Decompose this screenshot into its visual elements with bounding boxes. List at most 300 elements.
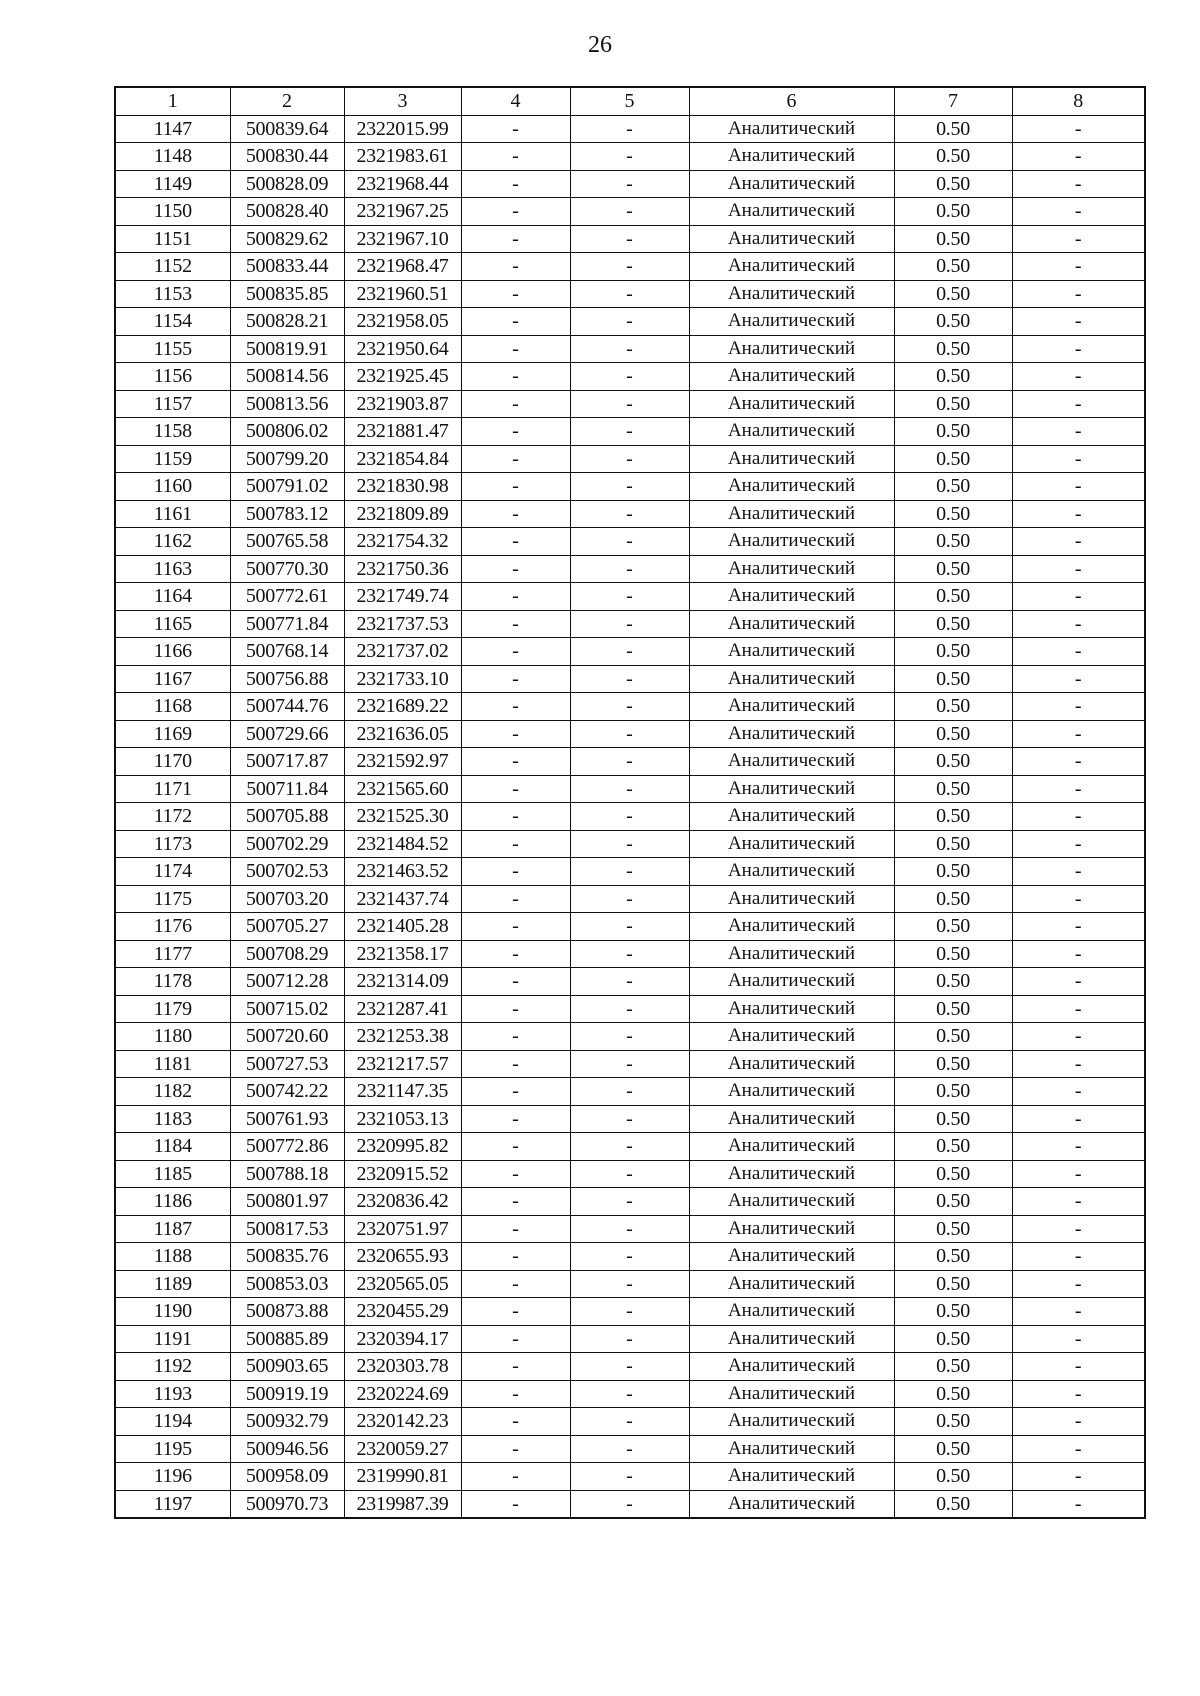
point-number-cell: 1187 <box>115 1215 230 1243</box>
column-8-cell: - <box>1012 1215 1145 1243</box>
method-cell: Аналитический <box>689 1078 894 1106</box>
column-5-cell: - <box>570 143 689 171</box>
column-4-cell: - <box>461 1463 570 1491</box>
column-4-cell: - <box>461 198 570 226</box>
column-4-cell: - <box>461 225 570 253</box>
column-5-cell: - <box>570 610 689 638</box>
table-body <box>115 115 1145 1518</box>
point-number-cell: 1161 <box>115 500 230 528</box>
y-coordinate-cell: 2320836.42 <box>344 1188 461 1216</box>
method-cell: Аналитический <box>689 995 894 1023</box>
accuracy-cell: 0.50 <box>894 940 1012 968</box>
table-row <box>115 418 1145 446</box>
method-cell: Аналитический <box>689 940 894 968</box>
accuracy-cell: 0.50 <box>894 1490 1012 1518</box>
table-row <box>115 115 1145 143</box>
accuracy-cell: 0.50 <box>894 143 1012 171</box>
column-5-cell: - <box>570 665 689 693</box>
accuracy-cell: 0.50 <box>894 1188 1012 1216</box>
y-coordinate-cell: 2320142.23 <box>344 1408 461 1436</box>
method-cell: Аналитический <box>689 115 894 143</box>
point-number-cell: 1156 <box>115 363 230 391</box>
y-coordinate-cell: 2320455.29 <box>344 1298 461 1326</box>
column-8-cell: - <box>1012 1078 1145 1106</box>
accuracy-cell: 0.50 <box>894 363 1012 391</box>
method-cell: Аналитический <box>689 1050 894 1078</box>
accuracy-cell: 0.50 <box>894 170 1012 198</box>
x-coordinate-cell: 500828.09 <box>230 170 344 198</box>
method-cell: Аналитический <box>689 1270 894 1298</box>
y-coordinate-cell: 2321053.13 <box>344 1105 461 1133</box>
x-coordinate-cell: 500770.30 <box>230 555 344 583</box>
y-coordinate-cell: 2321358.17 <box>344 940 461 968</box>
column-4-cell: - <box>461 1050 570 1078</box>
point-number-cell: 1186 <box>115 1188 230 1216</box>
column-4-cell: - <box>461 1160 570 1188</box>
point-number-cell: 1155 <box>115 335 230 363</box>
accuracy-cell: 0.50 <box>894 995 1012 1023</box>
point-number-cell: 1196 <box>115 1463 230 1491</box>
accuracy-cell: 0.50 <box>894 1105 1012 1133</box>
column-4-cell: - <box>461 885 570 913</box>
column-8-cell: - <box>1012 1050 1145 1078</box>
y-coordinate-cell: 2321881.47 <box>344 418 461 446</box>
table-row <box>115 995 1145 1023</box>
column-4-cell: - <box>461 830 570 858</box>
table-row <box>115 1408 1145 1436</box>
table-row <box>115 335 1145 363</box>
method-cell: Аналитический <box>689 720 894 748</box>
table-row <box>115 198 1145 226</box>
column-4-cell: - <box>461 940 570 968</box>
point-number-cell: 1148 <box>115 143 230 171</box>
column-5-cell: - <box>570 720 689 748</box>
column-5-cell: - <box>570 1408 689 1436</box>
column-5-cell: - <box>570 170 689 198</box>
point-number-cell: 1151 <box>115 225 230 253</box>
point-number-cell: 1153 <box>115 280 230 308</box>
y-coordinate-cell: 2321750.36 <box>344 555 461 583</box>
point-number-cell: 1190 <box>115 1298 230 1326</box>
accuracy-cell: 0.50 <box>894 473 1012 501</box>
accuracy-cell: 0.50 <box>894 528 1012 556</box>
y-coordinate-cell: 2320565.05 <box>344 1270 461 1298</box>
column-8-cell: - <box>1012 638 1145 666</box>
accuracy-cell: 0.50 <box>894 1435 1012 1463</box>
accuracy-cell: 0.50 <box>894 610 1012 638</box>
accuracy-cell: 0.50 <box>894 583 1012 611</box>
column-4-cell: - <box>461 995 570 1023</box>
point-number-cell: 1165 <box>115 610 230 638</box>
point-number-cell: 1172 <box>115 803 230 831</box>
table-row <box>115 968 1145 996</box>
y-coordinate-cell: 2321525.30 <box>344 803 461 831</box>
table-row <box>115 445 1145 473</box>
method-cell: Аналитический <box>689 555 894 583</box>
point-number-cell: 1182 <box>115 1078 230 1106</box>
column-5-cell: - <box>570 1050 689 1078</box>
column-4-cell: - <box>461 1490 570 1518</box>
accuracy-cell: 0.50 <box>894 693 1012 721</box>
column-5-cell: - <box>570 280 689 308</box>
point-number-cell: 1191 <box>115 1325 230 1353</box>
column-8-cell: - <box>1012 418 1145 446</box>
column-5-cell: - <box>570 473 689 501</box>
column-5-cell: - <box>570 1160 689 1188</box>
table-row <box>115 1188 1145 1216</box>
column-8-cell: - <box>1012 665 1145 693</box>
table-row <box>115 1078 1145 1106</box>
x-coordinate-cell: 500742.22 <box>230 1078 344 1106</box>
point-number-cell: 1177 <box>115 940 230 968</box>
y-coordinate-cell: 2321958.05 <box>344 308 461 336</box>
table-row <box>115 1463 1145 1491</box>
method-cell: Аналитический <box>689 1133 894 1161</box>
column-5-cell: - <box>570 995 689 1023</box>
y-coordinate-cell: 2321689.22 <box>344 693 461 721</box>
table-row <box>115 1160 1145 1188</box>
accuracy-cell: 0.50 <box>894 665 1012 693</box>
table-row <box>115 1325 1145 1353</box>
column-8-cell: - <box>1012 1023 1145 1051</box>
x-coordinate-cell: 500946.56 <box>230 1435 344 1463</box>
x-coordinate-cell: 500835.85 <box>230 280 344 308</box>
x-coordinate-cell: 500813.56 <box>230 390 344 418</box>
column-8-cell: - <box>1012 968 1145 996</box>
column-8-cell: - <box>1012 143 1145 171</box>
x-coordinate-cell: 500958.09 <box>230 1463 344 1491</box>
method-cell: Аналитический <box>689 665 894 693</box>
table-row <box>115 308 1145 336</box>
method-cell: Аналитический <box>689 610 894 638</box>
method-cell: Аналитический <box>689 775 894 803</box>
method-cell: Аналитический <box>689 803 894 831</box>
method-cell: Аналитический <box>689 1298 894 1326</box>
column-5-cell: - <box>570 308 689 336</box>
point-number-cell: 1181 <box>115 1050 230 1078</box>
column-4-cell: - <box>461 143 570 171</box>
column-5-cell: - <box>570 1133 689 1161</box>
y-coordinate-cell: 2321217.57 <box>344 1050 461 1078</box>
x-coordinate-cell: 500705.88 <box>230 803 344 831</box>
x-coordinate-cell: 500765.58 <box>230 528 344 556</box>
accuracy-cell: 0.50 <box>894 115 1012 143</box>
method-cell: Аналитический <box>689 1105 894 1133</box>
point-number-cell: 1183 <box>115 1105 230 1133</box>
method-cell: Аналитический <box>689 335 894 363</box>
point-number-cell: 1162 <box>115 528 230 556</box>
column-header: 5 <box>570 87 689 115</box>
x-coordinate-cell: 500729.66 <box>230 720 344 748</box>
y-coordinate-cell: 2320751.97 <box>344 1215 461 1243</box>
accuracy-cell: 0.50 <box>894 968 1012 996</box>
column-4-cell: - <box>461 170 570 198</box>
point-number-cell: 1180 <box>115 1023 230 1051</box>
accuracy-cell: 0.50 <box>894 1160 1012 1188</box>
column-5-cell: - <box>570 1188 689 1216</box>
column-4-cell: - <box>461 1270 570 1298</box>
column-8-cell: - <box>1012 280 1145 308</box>
y-coordinate-cell: 2321983.61 <box>344 143 461 171</box>
table-row <box>115 1023 1145 1051</box>
method-cell: Аналитический <box>689 885 894 913</box>
x-coordinate-cell: 500756.88 <box>230 665 344 693</box>
column-5-cell: - <box>570 638 689 666</box>
point-number-cell: 1150 <box>115 198 230 226</box>
x-coordinate-cell: 500819.91 <box>230 335 344 363</box>
column-4-cell: - <box>461 720 570 748</box>
method-cell: Аналитический <box>689 1243 894 1271</box>
column-8-cell: - <box>1012 1105 1145 1133</box>
column-4-cell: - <box>461 913 570 941</box>
method-cell: Аналитический <box>689 528 894 556</box>
y-coordinate-cell: 2321960.51 <box>344 280 461 308</box>
x-coordinate-cell: 500919.19 <box>230 1380 344 1408</box>
method-cell: Аналитический <box>689 253 894 281</box>
y-coordinate-cell: 2321287.41 <box>344 995 461 1023</box>
accuracy-cell: 0.50 <box>894 500 1012 528</box>
table-row <box>115 528 1145 556</box>
column-5-cell: - <box>570 1380 689 1408</box>
y-coordinate-cell: 2321463.52 <box>344 858 461 886</box>
column-8-cell: - <box>1012 748 1145 776</box>
method-cell: Аналитический <box>689 1325 894 1353</box>
column-8-cell: - <box>1012 528 1145 556</box>
x-coordinate-cell: 500705.27 <box>230 913 344 941</box>
column-4-cell: - <box>461 693 570 721</box>
column-4-cell: - <box>461 1105 570 1133</box>
x-coordinate-cell: 500715.02 <box>230 995 344 1023</box>
x-coordinate-cell: 500744.76 <box>230 693 344 721</box>
point-number-cell: 1152 <box>115 253 230 281</box>
point-number-cell: 1171 <box>115 775 230 803</box>
column-header: 3 <box>344 87 461 115</box>
accuracy-cell: 0.50 <box>894 280 1012 308</box>
column-8-cell: - <box>1012 308 1145 336</box>
y-coordinate-cell: 2321405.28 <box>344 913 461 941</box>
y-coordinate-cell: 2321967.10 <box>344 225 461 253</box>
y-coordinate-cell: 2321484.52 <box>344 830 461 858</box>
column-4-cell: - <box>461 1353 570 1381</box>
column-header: 4 <box>461 87 570 115</box>
table-row <box>115 665 1145 693</box>
y-coordinate-cell: 2321314.09 <box>344 968 461 996</box>
column-5-cell: - <box>570 1353 689 1381</box>
column-4-cell: - <box>461 775 570 803</box>
point-number-cell: 1147 <box>115 115 230 143</box>
column-5-cell: - <box>570 748 689 776</box>
point-number-cell: 1193 <box>115 1380 230 1408</box>
point-number-cell: 1164 <box>115 583 230 611</box>
column-5-cell: - <box>570 913 689 941</box>
x-coordinate-cell: 500702.53 <box>230 858 344 886</box>
y-coordinate-cell: 2321968.47 <box>344 253 461 281</box>
method-cell: Аналитический <box>689 1435 894 1463</box>
x-coordinate-cell: 500761.93 <box>230 1105 344 1133</box>
column-8-cell: - <box>1012 1325 1145 1353</box>
x-coordinate-cell: 500828.21 <box>230 308 344 336</box>
table-row <box>115 143 1145 171</box>
column-8-cell: - <box>1012 1243 1145 1271</box>
column-4-cell: - <box>461 390 570 418</box>
y-coordinate-cell: 2321437.74 <box>344 885 461 913</box>
accuracy-cell: 0.50 <box>894 775 1012 803</box>
column-8-cell: - <box>1012 115 1145 143</box>
column-8-cell: - <box>1012 693 1145 721</box>
method-cell: Аналитический <box>689 280 894 308</box>
column-4-cell: - <box>461 115 570 143</box>
accuracy-cell: 0.50 <box>894 1133 1012 1161</box>
point-number-cell: 1167 <box>115 665 230 693</box>
x-coordinate-cell: 500799.20 <box>230 445 344 473</box>
table-row <box>115 473 1145 501</box>
column-4-cell: - <box>461 610 570 638</box>
table-row <box>115 610 1145 638</box>
point-number-cell: 1194 <box>115 1408 230 1436</box>
column-4-cell: - <box>461 1023 570 1051</box>
x-coordinate-cell: 500772.86 <box>230 1133 344 1161</box>
method-cell: Аналитический <box>689 968 894 996</box>
method-cell: Аналитический <box>689 170 894 198</box>
column-4-cell: - <box>461 968 570 996</box>
y-coordinate-cell: 2320059.27 <box>344 1435 461 1463</box>
point-number-cell: 1195 <box>115 1435 230 1463</box>
x-coordinate-cell: 500970.73 <box>230 1490 344 1518</box>
table-row <box>115 225 1145 253</box>
column-8-cell: - <box>1012 555 1145 583</box>
point-number-cell: 1168 <box>115 693 230 721</box>
accuracy-cell: 0.50 <box>894 445 1012 473</box>
column-5-cell: - <box>570 858 689 886</box>
x-coordinate-cell: 500830.44 <box>230 143 344 171</box>
point-number-cell: 1159 <box>115 445 230 473</box>
point-number-cell: 1160 <box>115 473 230 501</box>
column-8-cell: - <box>1012 1408 1145 1436</box>
table-row <box>115 748 1145 776</box>
method-cell: Аналитический <box>689 748 894 776</box>
method-cell: Аналитический <box>689 1215 894 1243</box>
table-row <box>115 390 1145 418</box>
column-8-cell: - <box>1012 1463 1145 1491</box>
method-cell: Аналитический <box>689 1490 894 1518</box>
x-coordinate-cell: 500814.56 <box>230 363 344 391</box>
column-4-cell: - <box>461 1243 570 1271</box>
table-row <box>115 555 1145 583</box>
y-coordinate-cell: 2321925.45 <box>344 363 461 391</box>
x-coordinate-cell: 500771.84 <box>230 610 344 638</box>
point-number-cell: 1178 <box>115 968 230 996</box>
table-row <box>115 885 1145 913</box>
table-row <box>115 1105 1145 1133</box>
point-number-cell: 1192 <box>115 1353 230 1381</box>
column-5-cell: - <box>570 583 689 611</box>
point-number-cell: 1179 <box>115 995 230 1023</box>
x-coordinate-cell: 500853.03 <box>230 1270 344 1298</box>
column-8-cell: - <box>1012 940 1145 968</box>
method-cell: Аналитический <box>689 143 894 171</box>
column-5-cell: - <box>570 1023 689 1051</box>
column-5-cell: - <box>570 1435 689 1463</box>
column-5-cell: - <box>570 363 689 391</box>
table-row <box>115 500 1145 528</box>
column-8-cell: - <box>1012 253 1145 281</box>
column-4-cell: - <box>461 1380 570 1408</box>
column-header: 6 <box>689 87 894 115</box>
table-row <box>115 1243 1145 1271</box>
x-coordinate-cell: 500708.29 <box>230 940 344 968</box>
method-cell: Аналитический <box>689 858 894 886</box>
column-4-cell: - <box>461 280 570 308</box>
accuracy-cell: 0.50 <box>894 198 1012 226</box>
table-row <box>115 1215 1145 1243</box>
method-cell: Аналитический <box>689 198 894 226</box>
point-number-cell: 1157 <box>115 390 230 418</box>
method-cell: Аналитический <box>689 1380 894 1408</box>
method-cell: Аналитический <box>689 1188 894 1216</box>
coordinates-table <box>114 86 1146 1519</box>
method-cell: Аналитический <box>689 418 894 446</box>
accuracy-cell: 0.50 <box>894 885 1012 913</box>
accuracy-cell: 0.50 <box>894 748 1012 776</box>
column-4-cell: - <box>461 308 570 336</box>
column-4-cell: - <box>461 253 570 281</box>
column-5-cell: - <box>570 500 689 528</box>
table-row <box>115 1380 1145 1408</box>
table-row <box>115 280 1145 308</box>
column-8-cell: - <box>1012 1298 1145 1326</box>
accuracy-cell: 0.50 <box>894 253 1012 281</box>
column-4-cell: - <box>461 858 570 886</box>
column-8-cell: - <box>1012 610 1145 638</box>
table-row <box>115 363 1145 391</box>
page-number: 26 <box>588 32 612 58</box>
y-coordinate-cell: 2321737.53 <box>344 610 461 638</box>
y-coordinate-cell: 2321968.44 <box>344 170 461 198</box>
column-5-cell: - <box>570 885 689 913</box>
point-number-cell: 1176 <box>115 913 230 941</box>
column-4-cell: - <box>461 583 570 611</box>
x-coordinate-cell: 500791.02 <box>230 473 344 501</box>
y-coordinate-cell: 2321565.60 <box>344 775 461 803</box>
table-row <box>115 583 1145 611</box>
point-number-cell: 1169 <box>115 720 230 748</box>
y-coordinate-cell: 2321809.89 <box>344 500 461 528</box>
accuracy-cell: 0.50 <box>894 803 1012 831</box>
accuracy-cell: 0.50 <box>894 1270 1012 1298</box>
accuracy-cell: 0.50 <box>894 830 1012 858</box>
method-cell: Аналитический <box>689 913 894 941</box>
column-5-cell: - <box>570 1270 689 1298</box>
point-number-cell: 1175 <box>115 885 230 913</box>
table-row <box>115 913 1145 941</box>
column-8-cell: - <box>1012 1353 1145 1381</box>
table-row <box>115 1050 1145 1078</box>
accuracy-cell: 0.50 <box>894 1353 1012 1381</box>
column-4-cell: - <box>461 1188 570 1216</box>
x-coordinate-cell: 500768.14 <box>230 638 344 666</box>
method-cell: Аналитический <box>689 1463 894 1491</box>
column-4-cell: - <box>461 1298 570 1326</box>
x-coordinate-cell: 500903.65 <box>230 1353 344 1381</box>
method-cell: Аналитический <box>689 583 894 611</box>
accuracy-cell: 0.50 <box>894 390 1012 418</box>
column-8-cell: - <box>1012 1270 1145 1298</box>
accuracy-cell: 0.50 <box>894 335 1012 363</box>
y-coordinate-cell: 2319987.39 <box>344 1490 461 1518</box>
column-5-cell: - <box>570 1105 689 1133</box>
x-coordinate-cell: 500727.53 <box>230 1050 344 1078</box>
column-4-cell: - <box>461 1215 570 1243</box>
